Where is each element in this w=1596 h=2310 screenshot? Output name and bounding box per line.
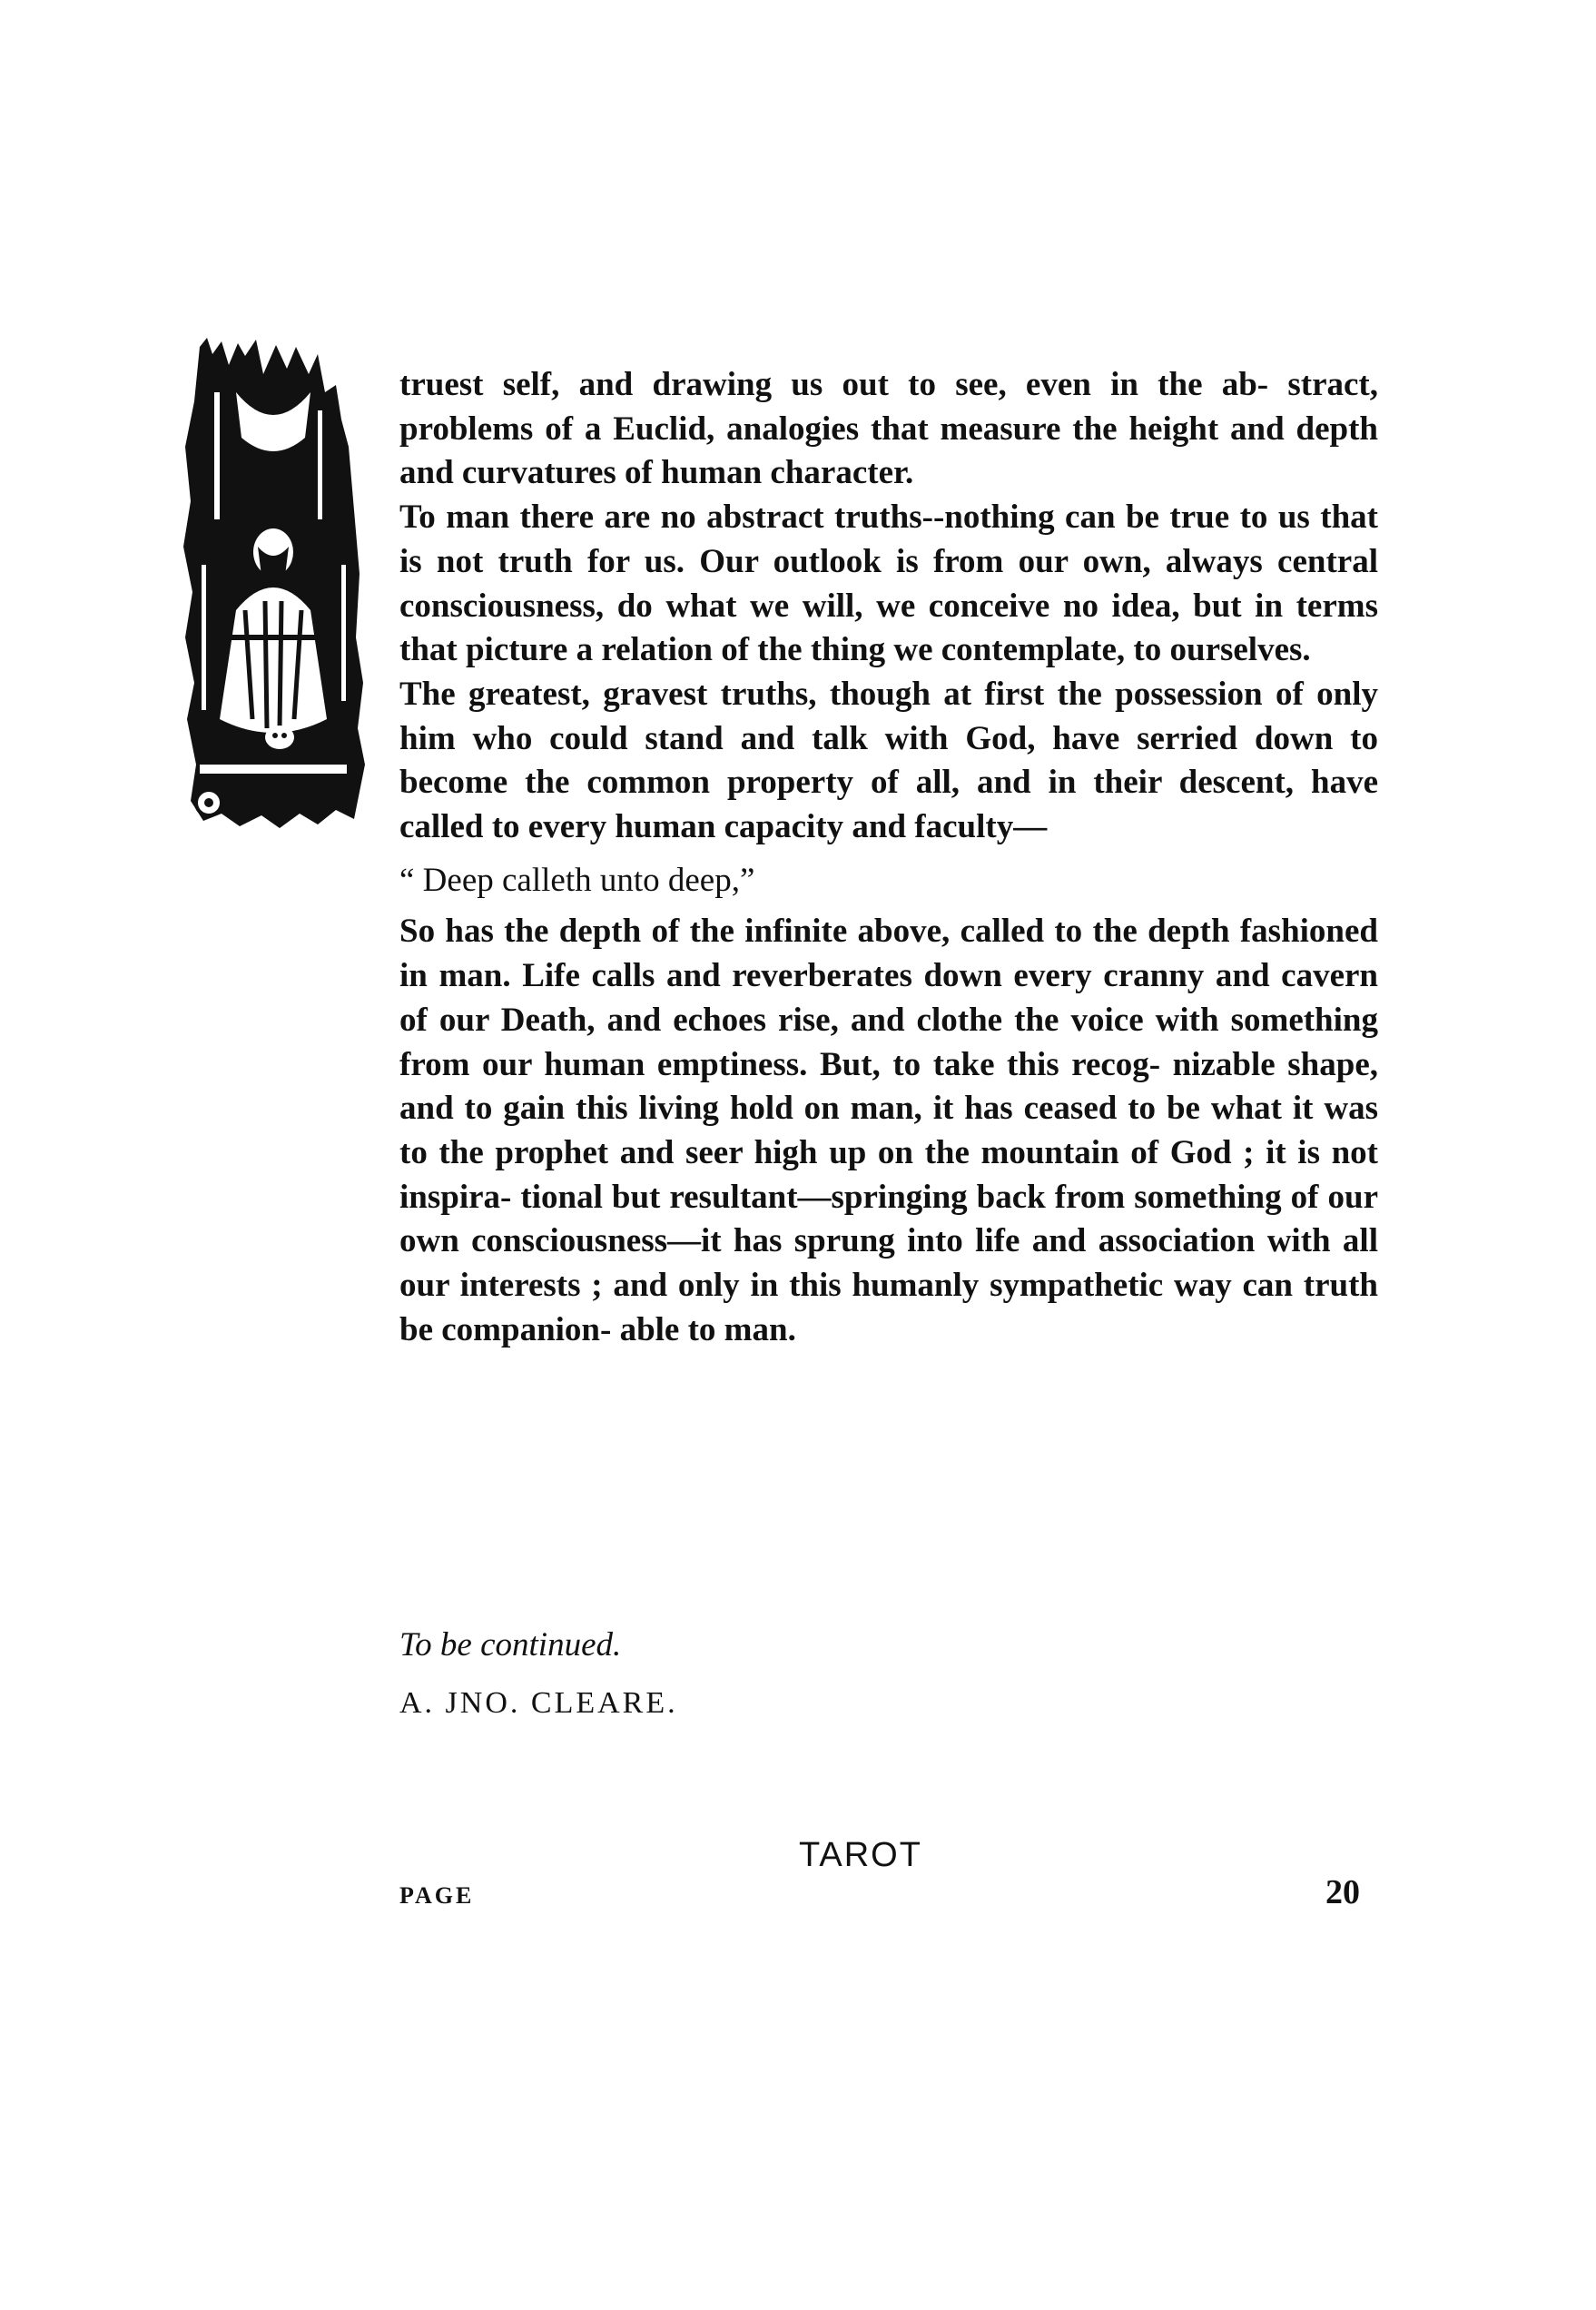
article-body — [399, 363, 1378, 1352]
paragraph-depth: So has the depth of the infinite above, called to the depth fashioned in man. Life calls and reverberates down every cranny and cavern of our Death, and echoes rise, and clothe the voice with something from our human emptiness. But, to take this recog- nizable shape, and to gain this living hold on man, it has ceased to be what it was to the prophet and seer high up on the mountain of God ; it is not inspira- tional but resultant—springing back from something of our own consciousness—it has sprung into life and association with all our interests ; and only in this humanly sympathetic way can truth be companion- able to man. — [399, 913, 1378, 1348]
paragraph-greatest-truths: The greatest, gravest truths, though at first the possession of only him who could stand and talk with God, have serried down to become the common property of all, and in their descent, have called to every human capacity and faculty— — [399, 675, 1378, 846]
quotation: “ Deep calleth unto deep,” — [399, 861, 755, 899]
paragraph-abstract-truths: To man there are no abstract truths--nothing can be true to us that is not truth for us. Our outlook is from our own, always central consciousness, do what we will, we conceive no idea, but in terms that picture a relation of the thing we contemplate, to ourselves. — [399, 499, 1378, 669]
footer-page-label: PAGE — [399, 1882, 475, 1909]
paragraph-continuation: truest self, and drawing us out to see, even in the ab- stract, problems of a Euclid, analogies that measure the height and depth and curvatures of human character. — [399, 366, 1378, 492]
to-be-continued-note: To be continued. — [399, 1626, 622, 1663]
page-number: 20 — [1325, 1873, 1360, 1911]
seated-figure-woodcut-icon — [182, 338, 365, 828]
footer-title: TAROT — [799, 1836, 922, 1874]
author-signature: A. JNO. CLEARE. — [399, 1686, 678, 1720]
woodcut-ornament — [182, 338, 365, 828]
